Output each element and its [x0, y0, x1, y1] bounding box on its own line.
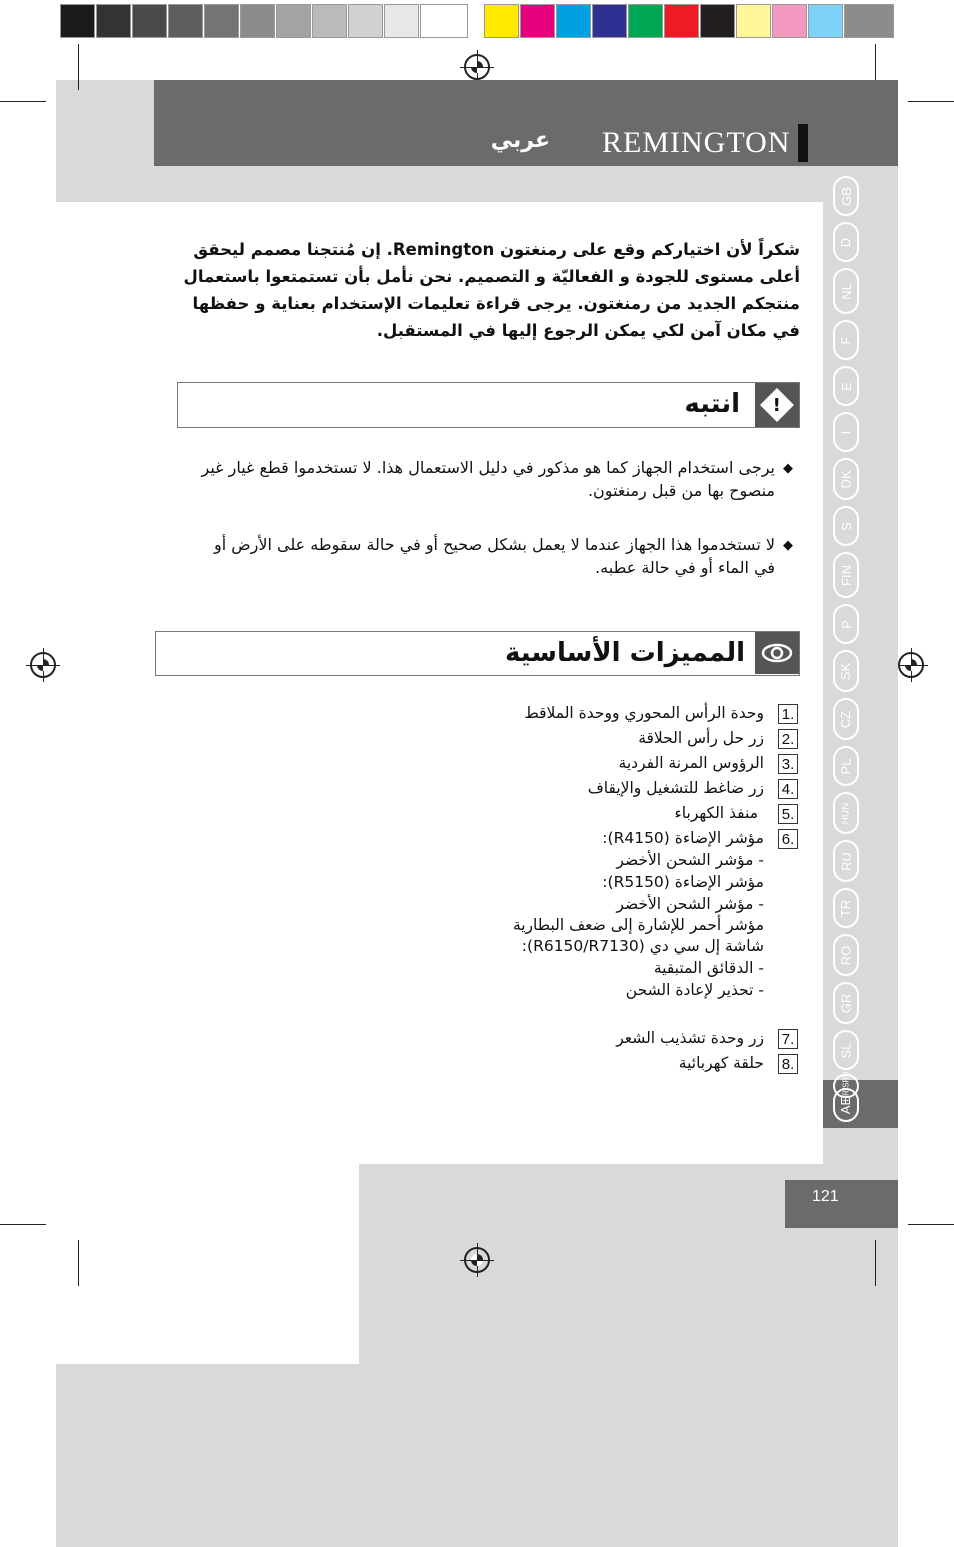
registration-mark-icon [464, 54, 490, 80]
swatch [312, 4, 347, 38]
crop-mark [0, 1224, 46, 1225]
item-number: 8. [778, 1054, 798, 1074]
item-label: وحدة الرأس المحوري ووحدة الملاقط [524, 704, 764, 722]
exclamation-icon: ! [755, 383, 799, 427]
item-label: زر وحدة تشذيب الشعر [616, 1029, 764, 1047]
swatch [96, 4, 131, 38]
brand-logo: REMINGTON [602, 126, 791, 159]
item-sub-line: - تحذير لإعادة الشحن [625, 981, 764, 999]
lang-tab-fin[interactable]: FIN [833, 552, 859, 598]
swatch [844, 4, 894, 38]
item-label: مؤشر الإضاءة (R4150): [602, 829, 764, 847]
swatch [772, 4, 807, 38]
lang-tab-dk[interactable]: DK [833, 458, 859, 500]
lang-tab-hun[interactable]: HUN [833, 792, 859, 834]
item-number: 5. [778, 804, 798, 824]
swatch [700, 4, 735, 38]
item-label: زر ضاغط للتشغيل والإيقاف [587, 779, 764, 797]
lang-tab-d[interactable]: D [833, 222, 859, 262]
swatch [420, 4, 468, 38]
swatch [592, 4, 627, 38]
eye-icon [755, 632, 799, 674]
page-number-box [785, 1180, 898, 1228]
swatch [384, 4, 419, 38]
lang-tab-f[interactable]: F [833, 320, 859, 360]
swatch [240, 4, 275, 38]
registration-mark-icon [464, 1247, 490, 1273]
language-rail [823, 166, 898, 1126]
lang-tab-ae[interactable]: AE [833, 1088, 859, 1122]
lang-tab-sk[interactable]: SK [833, 650, 859, 692]
swatch [276, 4, 311, 38]
item-number: 4. [778, 779, 798, 799]
registration-mark-icon [898, 652, 924, 678]
lang-tab-cz[interactable]: CZ [833, 698, 859, 740]
warning-bullet-1: يرجى استخدام الجهاز كما هو مذكور في دليل الاستعمال هذا. لا تستخدموا قطع غيار غير منصوح بها من قبل رمنغتون. [201, 458, 775, 500]
bullet-diamond-icon: ◆ [783, 461, 793, 476]
swatch [628, 4, 663, 38]
lang-tab-sl[interactable]: SL [833, 1030, 859, 1070]
swatch [520, 4, 555, 38]
lang-tab-i[interactable]: I [833, 412, 859, 452]
item-number: 6. [778, 829, 798, 849]
item-number: 2. [778, 729, 798, 749]
crop-mark [78, 1240, 79, 1286]
swatch [60, 4, 95, 38]
lang-tab-s[interactable]: S [833, 506, 859, 546]
item-sub-line: - الدقائق المتبقية [653, 959, 764, 977]
lang-tab-pl[interactable]: PL [833, 746, 859, 786]
swatch [132, 4, 167, 38]
item-label: زر حل رأس الحلاقة [638, 729, 764, 747]
item-label: الرؤوس المرنة الفردية [618, 754, 764, 772]
warning-bullet-2: لا تستخدموا هذا الجهاز عندما لا يعمل بشكل صحيح أو في حالة سقوطه على الأرض أو في الماء أو في حالة عطبه. [214, 535, 775, 577]
lang-tab-e[interactable]: E [833, 366, 859, 406]
swatch [168, 4, 203, 38]
item-sub-line: - مؤشر الشحن الأخضر [616, 851, 764, 869]
crop-mark [908, 101, 954, 102]
item-number: 7. [778, 1029, 798, 1049]
registration-mark-icon [30, 652, 56, 678]
bullet-diamond-icon: ◆ [783, 538, 793, 553]
lang-tab-ru[interactable]: RU [833, 840, 859, 882]
crop-mark [908, 1224, 954, 1225]
item-sub-line: - مؤشر الشحن الأخضر [616, 895, 764, 913]
lang-tab-nl[interactable]: NL [833, 268, 859, 314]
page-number: 121 [812, 1188, 839, 1205]
item-label: منفذ الكهرباء [674, 804, 758, 822]
content-area-bottom [56, 1164, 359, 1364]
item-sub-line: شاشة إل سي دي (R6150/R7130): [521, 937, 764, 955]
swatch [204, 4, 239, 38]
lang-tab-tr[interactable]: TR [833, 888, 859, 928]
crop-mark [0, 101, 46, 102]
lang-tab-gb[interactable]: GB [833, 176, 859, 216]
lang-tab-gr[interactable]: GR [833, 982, 859, 1024]
header-language: عربي [490, 128, 550, 153]
warning-title: انتبه [684, 389, 740, 419]
swatch [556, 4, 591, 38]
swatch [664, 4, 699, 38]
lang-tab-ro[interactable]: RO [833, 934, 859, 976]
intro-paragraph: شكراً لأن اختياركم وقع على رمنغتون Remington. إن مُنتجنا مصمم ليحقق أعلى مستوى للجودة و الفعاليّة و التصميم. نحن نأمل بأن تستمتعوا باستعمال منتجكم الجديد من رمنغتون. يرجى قراءة تعليمات الإستخدام بعناية و حفظها في مكان آمن لكي يمكن الرجوع إليها في المستقبل. [183, 240, 800, 340]
item-number: 1. [778, 704, 798, 724]
item-sub-line: مؤشر أحمر للإشارة إلى ضعف البطارية [512, 916, 764, 934]
swatch [484, 4, 519, 38]
lang-tab-hr-srb[interactable]: HR/SRB [833, 1074, 859, 1098]
swatch [808, 4, 843, 38]
lang-tab-p[interactable]: P [833, 604, 859, 644]
features-title: المميزات الأساسية [505, 638, 745, 668]
brand-bar [798, 124, 808, 162]
swatch [736, 4, 771, 38]
content-area [56, 202, 823, 1164]
crop-mark [78, 44, 79, 90]
crop-mark [875, 1240, 876, 1286]
swatch [348, 4, 383, 38]
item-label: حلقة كهربائية [678, 1054, 764, 1072]
item-number: 3. [778, 754, 798, 774]
item-sub-line: مؤشر الإضاءة (R5150): [602, 873, 764, 891]
